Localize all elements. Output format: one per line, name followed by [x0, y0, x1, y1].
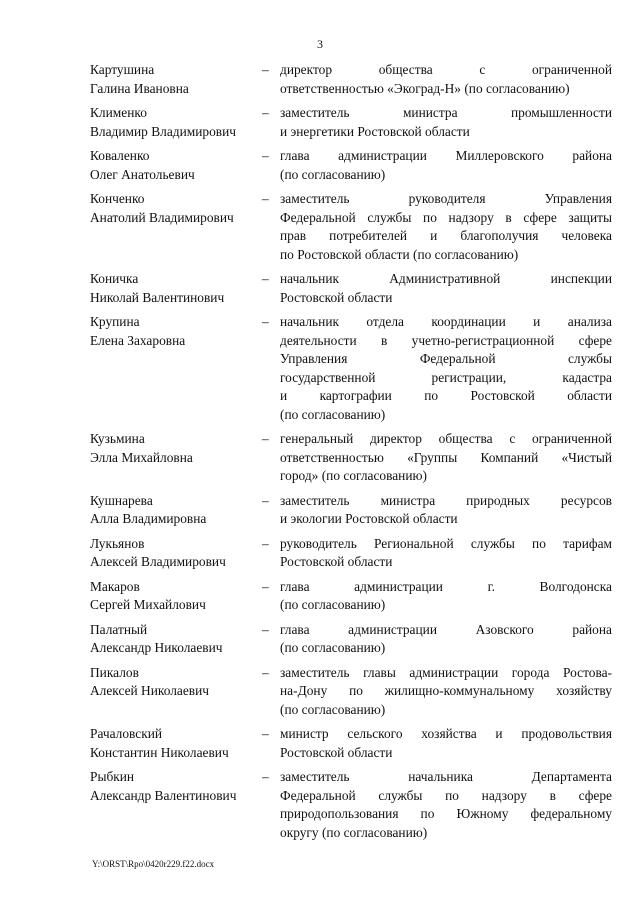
member-surname: Макаров	[90, 578, 140, 594]
member-name	[90, 313, 262, 424]
member-surname: Кушнарева	[90, 492, 153, 508]
member-name	[90, 270, 262, 307]
dash-separator: –	[262, 492, 269, 508]
position-line: ответственностью «Экоград-Н» (по согласованию)	[280, 80, 570, 96]
dash-separator: –	[262, 535, 269, 551]
member-name	[90, 578, 262, 615]
position-line: по Ростовской области (по согласованию)	[280, 246, 519, 262]
member-row	[90, 190, 612, 264]
member-name	[90, 190, 262, 264]
file-path-footer: Y:\ORST\Rpo\0420r229.f22.docx	[92, 859, 215, 869]
position-line: генеральный директор общества с ограниченной	[280, 431, 612, 446]
position-line: Ростовской области	[280, 744, 393, 760]
member-name	[90, 61, 262, 98]
member-given-names: Олег Анатольевич	[90, 166, 195, 182]
position-line: заместитель министра природных ресурсов	[280, 492, 612, 508]
position-line: заместитель руководителя Управления	[280, 191, 612, 206]
member-row	[90, 104, 612, 141]
member-name	[90, 768, 262, 842]
page-number: 3	[317, 37, 323, 51]
position-line: природопользования по Южному федеральному	[280, 806, 612, 821]
position-line: заместитель главы администрации города Ростова-	[280, 664, 612, 680]
member-surname: Клименко	[90, 105, 147, 120]
position-line: (по согласованию)	[280, 166, 386, 182]
member-row	[90, 621, 612, 658]
dash-separator: –	[262, 62, 269, 77]
member-list	[90, 61, 612, 848]
member-name	[90, 430, 262, 486]
member-row	[90, 492, 612, 529]
member-position	[280, 313, 612, 424]
position-line: глава администрации г. Волгодонска	[280, 578, 612, 594]
position-line: начальник отдела координации и анализа	[280, 314, 612, 329]
member-given-names: Александр Николаевич	[90, 640, 223, 655]
member-given-names: Элла Михайловна	[90, 449, 193, 465]
position-line: город» (по согласованию)	[280, 468, 427, 483]
member-surname: Рачаловский	[90, 726, 163, 741]
member-position	[280, 578, 612, 615]
member-row	[90, 725, 612, 762]
position-line: министр сельского хозяйства и продовольствия	[280, 726, 612, 741]
position-line: Ростовской области	[280, 289, 393, 305]
member-surname: Кузьмина	[90, 431, 145, 446]
member-name	[90, 725, 262, 762]
member-name	[90, 664, 262, 720]
member-position	[280, 621, 612, 658]
member-given-names: Анатолий Владимирович	[90, 209, 234, 225]
position-line: руководитель Региональной службы по тарифам	[280, 535, 612, 551]
member-row	[90, 147, 612, 184]
member-name	[90, 621, 262, 658]
position-line: Ростовской области	[280, 554, 393, 569]
position-line: начальник Административной инспекции	[280, 271, 612, 286]
member-position	[280, 768, 612, 842]
position-line: на-Дону по жилищно-коммунальному хозяйству	[280, 683, 612, 698]
member-position	[280, 190, 612, 264]
position-line: государственной регистрации, кадастра	[280, 369, 612, 385]
position-line: и экологии Ростовской области	[280, 511, 458, 526]
position-line: (по согласованию)	[280, 701, 386, 717]
dash-separator: –	[262, 271, 269, 286]
position-line: Федеральной службы по надзору в сфере защиты	[280, 209, 612, 225]
member-surname: Картушина	[90, 62, 155, 77]
member-position	[280, 104, 612, 141]
member-surname: Палатный	[90, 621, 148, 637]
position-line: Федеральной службы по надзору в сфере	[280, 787, 612, 803]
position-line: заместитель начальника Департамента	[280, 769, 612, 784]
position-line: (по согласованию)	[280, 406, 386, 422]
member-surname: Конченко	[90, 191, 145, 206]
position-line: деятельности в учетно-регистрационной сфере	[280, 332, 612, 348]
member-given-names: Николай Валентинович	[90, 289, 225, 305]
dash-separator: –	[262, 664, 269, 680]
dash-separator: –	[262, 578, 269, 594]
member-position	[280, 147, 612, 184]
member-position	[280, 664, 612, 720]
member-position	[280, 492, 612, 529]
dash-separator: –	[262, 726, 269, 741]
member-given-names: Константин Николаевич	[90, 744, 229, 760]
position-line: (по согласованию)	[280, 597, 386, 612]
member-row	[90, 535, 612, 572]
member-given-names: Алла Владимировна	[90, 511, 207, 526]
position-line: прав потребителей и благополучия человека	[280, 228, 612, 243]
member-row	[90, 313, 612, 424]
member-name	[90, 104, 262, 141]
member-given-names: Галина Ивановна	[90, 80, 189, 96]
member-row	[90, 664, 612, 720]
member-position	[280, 270, 612, 307]
position-line: заместитель министра промышленности	[280, 105, 612, 120]
member-name	[90, 492, 262, 529]
position-line: (по согласованию)	[280, 640, 386, 655]
member-name	[90, 535, 262, 572]
dash-separator: –	[262, 148, 269, 163]
member-surname: Коваленко	[90, 148, 150, 163]
member-position	[280, 725, 612, 762]
member-surname: Рыбкин	[90, 769, 135, 784]
member-position	[280, 61, 612, 98]
member-given-names: Александр Валентинович	[90, 787, 237, 803]
member-row	[90, 768, 612, 842]
member-given-names: Алексей Николаевич	[90, 683, 210, 698]
member-name	[90, 147, 262, 184]
position-line: глава администрации Азовского района	[280, 621, 612, 637]
member-position	[280, 430, 612, 486]
position-line: ответственностью «Группы Компаний «Чистый	[280, 449, 612, 465]
member-given-names: Владимир Владимирович	[90, 123, 237, 139]
position-line: и картографии по Ростовской области	[280, 388, 612, 403]
dash-separator: –	[262, 769, 269, 784]
position-line: директор общества с ограниченной	[280, 62, 612, 77]
member-row	[90, 270, 612, 307]
member-row	[90, 61, 612, 98]
member-surname: Пикалов	[90, 664, 139, 680]
member-position	[280, 535, 612, 572]
dash-separator: –	[262, 191, 269, 206]
position-line: Управления Федеральной службы	[280, 351, 612, 366]
dash-separator: –	[262, 431, 269, 446]
member-surname: Крупина	[90, 314, 140, 329]
position-line: глава администрации Миллеровского района	[280, 148, 612, 163]
position-line: и энергетики Ростовской области	[280, 123, 470, 139]
dash-separator: –	[262, 105, 269, 120]
member-row	[90, 430, 612, 486]
position-line: округу (по согласованию)	[280, 824, 428, 840]
member-given-names: Алексей Владимирович	[90, 554, 226, 569]
member-given-names: Елена Захаровна	[90, 332, 186, 348]
member-surname: Коничка	[90, 271, 139, 286]
member-row	[90, 578, 612, 615]
dash-separator: –	[262, 314, 269, 329]
dash-separator: –	[262, 621, 269, 637]
member-surname: Лукьянов	[90, 535, 145, 551]
member-given-names: Сергей Михайлович	[90, 597, 206, 612]
